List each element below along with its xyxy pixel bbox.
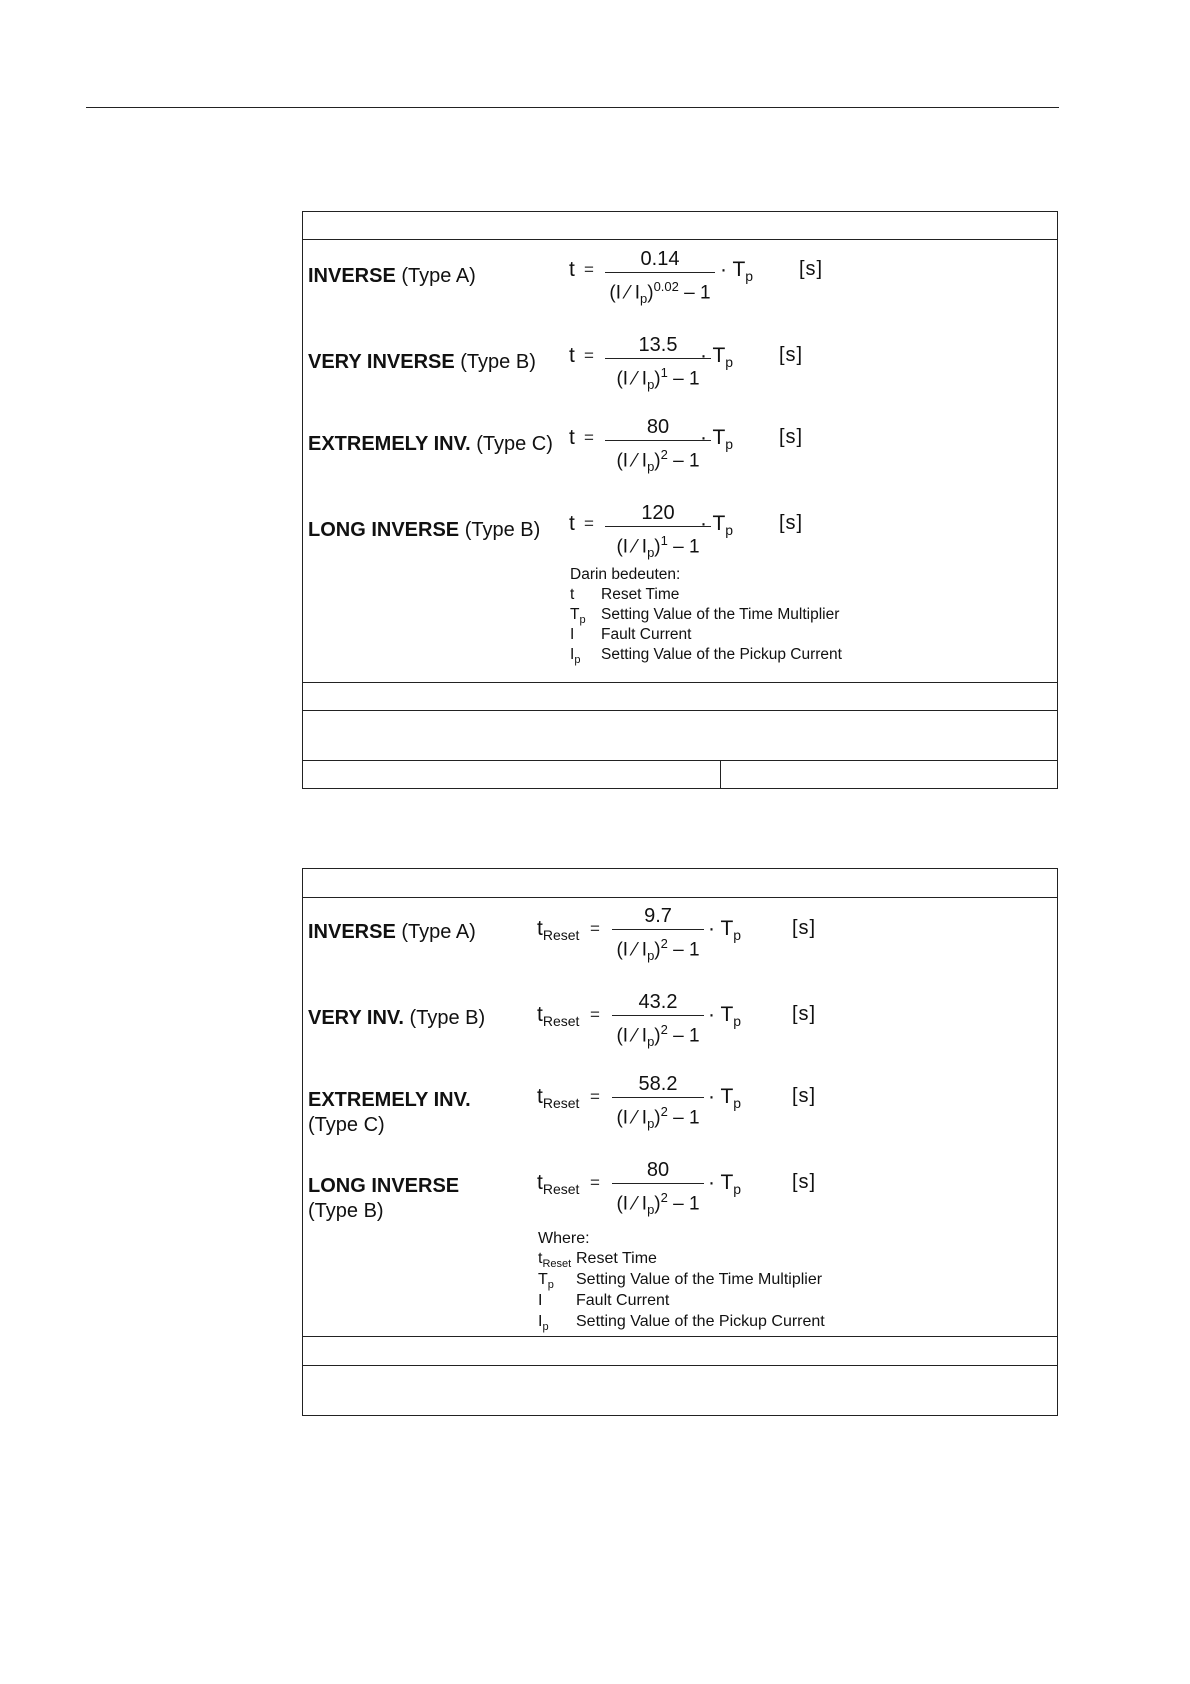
unit-seconds: [s]	[779, 512, 804, 534]
denominator: (I ⁄ $I_p)^2 - 1$	[616, 1190, 700, 1218]
legend-title: Darin bedeuten:	[570, 566, 681, 583]
time-multiplier: · $T_p$	[708, 1171, 742, 1198]
legend-symbol: $T_p$	[538, 1271, 554, 1292]
denominator: (I ⁄ $I_p)^2 - 1$	[616, 936, 700, 964]
reset-time-symbol: $t_{Reset}$	[537, 1085, 580, 1112]
numerator: 80	[646, 416, 670, 438]
time-multiplier: · $T_p$	[700, 512, 734, 539]
unit-seconds: [s]	[779, 344, 804, 366]
fraction-bar	[605, 358, 711, 359]
fraction	[605, 248, 715, 310]
fraction	[612, 991, 704, 1053]
formula-row	[303, 332, 1057, 392]
curve-name: INVERSE (Type A)	[308, 921, 476, 943]
legend-symbol: $I_p$	[538, 1313, 549, 1334]
legend-item	[538, 1249, 848, 1269]
legend-symbol: $I_p$	[570, 646, 581, 667]
equals-sign: =	[584, 260, 594, 279]
curve-name: LONG INVERSE (Type B)	[308, 1175, 460, 1222]
formula-table-reset	[302, 868, 1058, 1416]
denominator: (I ⁄ $I_p)^2 - 1$	[616, 1104, 700, 1132]
legend-item	[570, 645, 870, 665]
table-header-divider	[303, 897, 1057, 898]
equals-sign: =	[590, 1005, 600, 1024]
unit-seconds: [s]	[792, 1003, 817, 1025]
time-multiplier: · $T_p$	[700, 426, 734, 453]
time-multiplier: · $T_p$	[708, 1085, 742, 1112]
numerator: 43.2	[638, 991, 678, 1013]
curve-name: VERY INV. (Type B)	[308, 1007, 486, 1029]
curve-name: EXTREMELY INV. (Type C)	[308, 433, 553, 455]
unit-seconds: [s]	[779, 426, 804, 448]
legend-item	[570, 605, 870, 625]
numerator: 0.14	[640, 248, 680, 270]
reset-time-symbol: $t_{Reset}$	[537, 1171, 580, 1198]
legend-description: Setting Value of the Pickup Current	[601, 646, 842, 663]
table-row-divider	[303, 710, 1057, 711]
time-multiplier: · $T_p$	[720, 258, 754, 285]
equals-sign: =	[590, 1087, 600, 1106]
fraction	[612, 905, 704, 967]
numerator: 120	[641, 502, 675, 524]
unit-seconds: [s]	[792, 1085, 817, 1107]
legend-item	[570, 625, 870, 645]
denominator: (I ⁄ $I_p)^2 - 1$	[616, 447, 700, 475]
legend	[538, 1229, 848, 1333]
table-row-divider	[303, 1336, 1057, 1337]
legend-item	[538, 1270, 848, 1290]
page-header-rule	[86, 107, 1059, 108]
unit-seconds: [s]	[792, 917, 817, 939]
legend-description: Reset Time	[601, 586, 680, 603]
formula-row	[303, 500, 1057, 560]
legend-description: Fault Current	[576, 1292, 670, 1309]
fraction	[612, 1073, 704, 1135]
legend-item	[538, 1312, 848, 1332]
table-row-divider	[303, 1365, 1057, 1366]
numerator: 58.2	[638, 1073, 678, 1095]
unit-seconds: [s]	[792, 1171, 817, 1193]
legend-description: Setting Value of the Time Multiplier	[601, 606, 840, 623]
equals-sign: =	[590, 919, 600, 938]
fraction-bar	[605, 440, 711, 441]
legend-description: Reset Time	[576, 1250, 657, 1267]
legend-item	[570, 585, 870, 605]
reset-time-symbol: $t_{Reset}$	[537, 917, 580, 944]
fraction	[605, 416, 711, 478]
curve-name: EXTREMELY INV. (Type C)	[308, 1089, 471, 1136]
fraction-bar	[605, 526, 711, 527]
formula-row	[303, 414, 1057, 474]
time-symbol: t	[569, 512, 575, 535]
table-row-divider	[303, 760, 1057, 761]
time-multiplier: · $T_p$	[708, 917, 742, 944]
equals-sign: =	[584, 428, 594, 447]
formula-table-trip	[302, 211, 1058, 789]
fraction-bar	[612, 1183, 704, 1184]
formula-row	[303, 991, 1057, 1051]
numerator: 9.7	[644, 905, 672, 927]
denominator: (I ⁄ $I_p)^{0.02} - 1$	[609, 279, 711, 307]
denominator: (I ⁄ $I_p)^1 - 1$	[616, 533, 700, 561]
fraction	[605, 502, 711, 564]
formula-row	[303, 1073, 1057, 1136]
time-symbol: t	[569, 426, 575, 449]
equals-sign: =	[584, 346, 594, 365]
fraction	[605, 334, 711, 396]
curve-name: INVERSE (Type A)	[308, 265, 476, 287]
numerator: 13.5	[638, 334, 678, 356]
table-column-divider	[720, 760, 721, 788]
time-symbol: t	[569, 258, 575, 281]
table-header-divider	[303, 239, 1057, 240]
time-multiplier: · $T_p$	[700, 344, 734, 371]
formula-row	[303, 1159, 1057, 1222]
legend-symbol: $t_{Reset}$	[538, 1250, 572, 1271]
fraction-bar	[612, 929, 704, 930]
legend-symbol: $T_p$	[570, 606, 586, 627]
table-row-divider	[303, 682, 1057, 683]
curve-name: VERY INVERSE (Type B)	[308, 351, 536, 373]
legend-description: Fault Current	[601, 626, 692, 643]
unit-seconds: [s]	[799, 258, 824, 280]
time-symbol: t	[569, 344, 575, 367]
time-multiplier: · $T_p$	[708, 1003, 742, 1030]
denominator: (I ⁄ $I_p)^2 - 1$	[616, 1022, 700, 1050]
fraction-bar	[612, 1097, 704, 1098]
denominator: (I ⁄ $I_p)^1 - 1$	[616, 365, 700, 393]
legend-symbol: I	[538, 1292, 543, 1309]
fraction-bar	[605, 272, 715, 273]
legend-description: Setting Value of the Time Multiplier	[576, 1271, 823, 1288]
reset-time-symbol: $t_{Reset}$	[537, 1003, 580, 1030]
legend-symbol: I	[570, 626, 575, 643]
numerator: 80	[646, 1159, 670, 1181]
legend-symbol: t	[570, 586, 575, 603]
formula-row	[303, 246, 1057, 306]
fraction-bar	[612, 1015, 704, 1016]
legend-description: Setting Value of the Pickup Current	[576, 1313, 825, 1330]
fraction	[612, 1159, 704, 1221]
legend-item	[538, 1291, 848, 1311]
formula-row	[303, 905, 1057, 965]
equals-sign: =	[590, 1173, 600, 1192]
legend-title: Where:	[538, 1230, 590, 1247]
equals-sign: =	[584, 514, 594, 533]
curve-name: LONG INVERSE (Type B)	[308, 519, 541, 541]
legend	[570, 565, 870, 665]
